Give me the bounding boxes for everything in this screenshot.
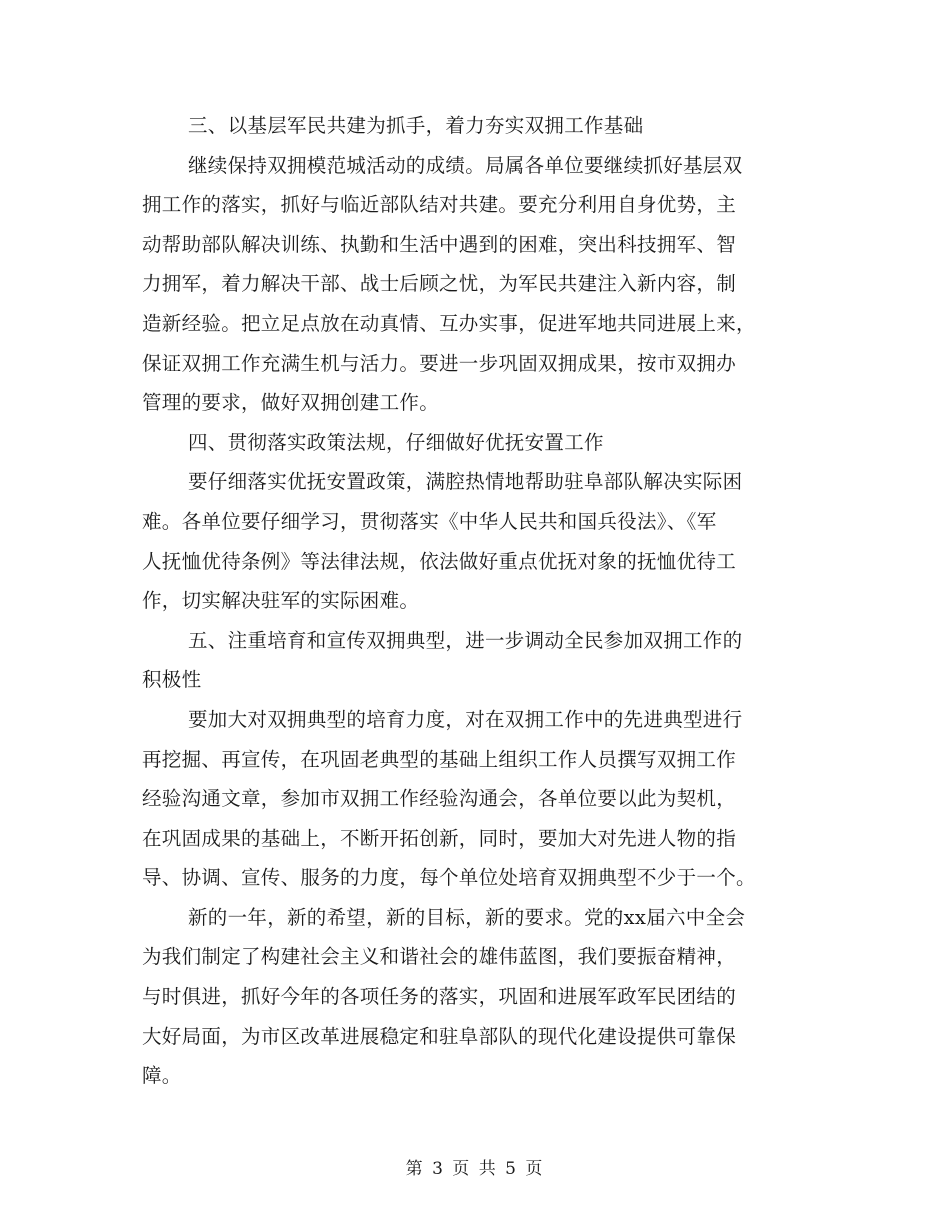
paragraph-line: 继续保持双拥模范城活动的成绩。局属各单位要继续抓好基层双 [188, 153, 743, 177]
section-paragraph-4 [142, 462, 822, 620]
paragraph-line: 导、协调、宣传、服务的力度，每个单位处培育双拥典型不少于一个。 [142, 866, 756, 890]
paragraph-line: 再挖掘、再宣传，在巩固老典型的基础上组织工作人员撰写双拥工作 [142, 747, 737, 771]
paragraph-line: 为我们制定了构建社会主义和谐社会的雄伟蓝图，我们要振奋精神， [142, 945, 737, 969]
paragraph-line: 经验沟通文章，参加市双拥工作经验沟通会，各单位要以此为契机， [142, 787, 737, 811]
section-heading-3: 三、以基层军民共建为抓手，着力夯实双拥工作基础 [188, 114, 644, 137]
paragraph-line: 与时俱进，抓好今年的各项任务的落实，巩固和进展军政军民团结的 [142, 985, 737, 1009]
document-body [142, 106, 822, 1096]
paragraph-line: 管理的要求，做好双拥创建工作。 [142, 391, 440, 415]
page-number-footer: 第 3 页 共 5 页 [405, 1159, 545, 1179]
paragraph-line: 大好局面，为市区改革进展稳定和驻阜部队的现代化建设提供可靠保 [142, 1024, 737, 1048]
paragraph-line: 在巩固成果的基础上，不断开拓创新，同时，要加大对先进人物的指 [142, 826, 737, 850]
heading-line: 积极性 [142, 668, 202, 692]
paragraph-line: 作，切实解决驻军的实际困难。 [142, 589, 420, 613]
paragraph-line: 要加大对双拥典型的培育力度，对在双拥工作中的先进典型进行 [188, 707, 743, 731]
section-heading-4: 四、贯彻落实政策法规，仔细做好优抚安置工作 [188, 430, 604, 454]
paragraph-line: 要仔细落实优抚安置政策，满腔热情地帮助驻阜部队解决实际困 [188, 470, 743, 494]
section-paragraph-3 [142, 146, 822, 423]
paragraph-line: 拥工作的落实，抓好与临近部队结对共建。要充分利用自身优势，主 [142, 193, 737, 217]
paragraph-line: 人抚恤优待条例》等法律法规，依法做好重点优抚对象的抚恤优待工 [142, 549, 737, 573]
paragraph-line: 新的一年，新的希望，新的目标，新的要求。党的xx届六中全会 [188, 905, 746, 929]
paragraph-line: 障。 [142, 1064, 182, 1088]
section-paragraph-5 [142, 700, 822, 898]
paragraph-line: 力拥军，着力解决干部、战士后顾之忧，为军民共建注入新内容，制 [142, 272, 737, 296]
paragraph-line: 保证双拥工作充满生机与活力。要进一步巩固双拥成果，按市双拥办 [142, 351, 737, 375]
section-heading-5 [142, 621, 822, 700]
heading-line: 五、注重培育和宣传双拥典型，进一步调动全民参加双拥工作的 [188, 628, 743, 652]
paragraph-line: 难。各单位要仔细学习，贯彻落实《中华人民共和国兵役法》、《军 [142, 509, 717, 533]
closing-paragraph [142, 898, 822, 1096]
paragraph-line: 动帮助部队解决训练、执勤和生活中遇到的困难，突出科技拥军、智 [142, 232, 737, 256]
paragraph-line: 造新经验。把立足点放在动真情、互办实事，促进军地共同进展上来， [142, 311, 756, 335]
